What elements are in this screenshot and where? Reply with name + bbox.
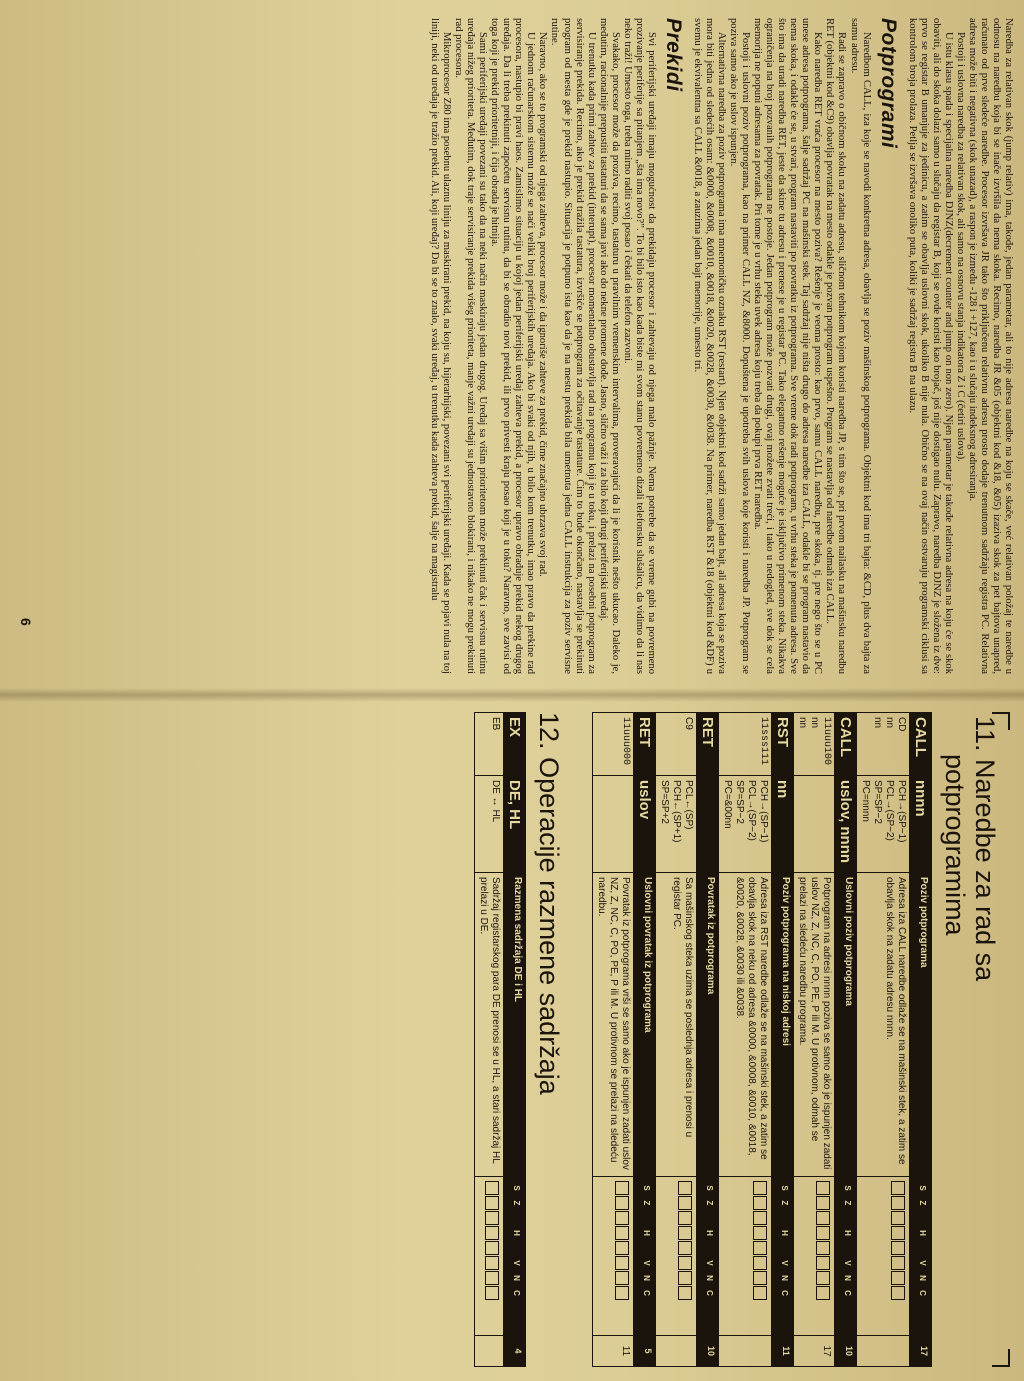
paragraph: Alternativna naredba za poziv potprograma ima mnemoničku oznaku RST (restart). Njen objektni kod sadrži samo jedan bajt, ali adresa koja se poziva mora biti jedna od sledećih osam: &0000, &0008, &0010, &0018, &0020, &0028, &0030, &0038. Na primer, naredba RST &18 (objektni kod &DF) u svemu je ekvivalentna sa CALL &0018, a zauzima jedan bajt memorije, umesto tri. <box>691 18 728 674</box>
flag-value <box>678 1286 692 1300</box>
cycles-conditional <box>857 1336 910 1367</box>
paragraph: Sami periferijski uređaji povezani su tako da na neki način maskiraju jedan drugog. Uređaj sa višim prioritetom može prekinuti čak i servisnu rutinu uređaja nižeg prioriteta. Međutim, dok traje servisiranje prekida višeg prioriteta, manje važni uređaji su jednostavno blokirani, i nikako ne mogu prekinuti rad procesora. <box>453 18 489 674</box>
flag-values-cell <box>794 1177 835 1336</box>
flag-values-cell <box>656 1177 697 1336</box>
flag-value <box>678 1271 692 1285</box>
paragraph: Postoji i uslovna naredba za relativan skok, ali samo na osnovu stanja indikatora Z i C (četiri uslova). <box>954 32 966 462</box>
object-code-cell <box>656 713 697 776</box>
flag-letter <box>777 1211 791 1225</box>
instruction-detail-row <box>857 713 910 1367</box>
flag-letter: S <box>702 1181 716 1195</box>
paragraph: U istu klasu spada i specijalna naredba DJNZ(decrement counter and jump on non zero). Njen parametar je takođe relativna adresa na koju će se skok obaviti, ali do skoka dolazi samo u slučaju da registar B, koji se ovde koristi kao brojač, još nije dostigao nulu. Zapravo, naredba DJNZ je složena iz dve: prvo se registar B umanjuje za jedinicu, a zatim se obavlja uslovni skok, ukoliko B nije nula. Obično se na ovaj način ostvaruju programski ciklusi sa kontrolom broja prolaza. Petlja se izvršava onoliko puta, koliki je sadržaj registra B na ulazu. <box>906 18 954 674</box>
instruction-detail-row <box>593 713 634 1367</box>
cycles-conditional <box>719 1336 772 1367</box>
flag-values <box>485 1181 499 1331</box>
flag-letter <box>509 1241 523 1255</box>
flag-letters <box>777 1181 791 1331</box>
register-effect: PCH←(SP+1) <box>671 780 682 843</box>
flag-value <box>891 1226 905 1240</box>
flag-value <box>615 1211 629 1225</box>
register-effect-cell <box>719 776 772 873</box>
flag-value <box>615 1271 629 1285</box>
instruction-header-row <box>910 713 932 1367</box>
flag-value <box>615 1226 629 1240</box>
register-effect: PCL→(SP−2) <box>746 780 757 841</box>
flag-letter: H <box>509 1226 523 1240</box>
instruction-description: Potprogram na adresi nnnn poziva se samo ako je ispunjen zadati uslov NZ, Z, NC, C, PO, PE, P ili M. U protivnom, odmah se prelazi na sledeću naredbu programa. <box>794 873 835 1177</box>
flag-letter: C <box>509 1286 523 1300</box>
paragraph: Naredbom CALL, iza koje se navodi konkretna adresa, obavlja se poziv mašinskog potprograma. Objektni kod ima tri bajta: &CD, plus dva bajta za samu adresu. <box>848 18 872 674</box>
instruction-name: Uslovni povratak iz potprograma <box>634 873 656 1177</box>
flag-letter: Z <box>840 1196 854 1210</box>
flag-value <box>753 1241 767 1255</box>
register-effect-cell <box>475 776 504 873</box>
flag-letter: N <box>777 1271 791 1285</box>
flag-letter: N <box>915 1271 929 1285</box>
flag-value <box>891 1241 905 1255</box>
flag-letter: H <box>840 1226 854 1240</box>
flag-value <box>678 1211 692 1225</box>
flag-value <box>615 1181 629 1195</box>
paragraph: Mikroprocesor Z80 ima posebnu ulaznu liniju za maskirani prekid, na koju su, hijerarhijski, povezani svi periferijski uređaji. Kada se pojavi nula na toj liniji, neki od uređaja je tražio prekid. Ali, koji uređaj? Da bi se to znalo, svaki uređaj, u trenutku kada zahteva prekid, šalje na magistralu <box>429 18 453 674</box>
flag-values-cell <box>593 1177 634 1336</box>
mnemonic: RET <box>634 713 656 776</box>
flag-values <box>753 1181 767 1331</box>
flag-value <box>816 1226 830 1240</box>
flag-letter: V <box>915 1256 929 1270</box>
flag-value <box>891 1211 905 1225</box>
flag-letter: C <box>702 1286 716 1300</box>
object-code-byte: nn <box>797 717 808 729</box>
mnemonic: CALL <box>910 713 932 776</box>
operand: nnnn <box>910 776 932 873</box>
flag-letter: H <box>915 1226 929 1240</box>
cycles: 5 <box>634 1336 656 1367</box>
corner-mark <box>992 712 1010 730</box>
register-effect-cell <box>656 776 697 873</box>
paragraph: U trenutku kada primi zahtev za prekid (interupt), procesor momentalno obustavlja rad na programu koji je u toku, i prelazi na posebni potprogram za servisiranje prekida. Recimo, ako je prekid tražila tastatura, izvršiće se potprogram za očitavanje tastature. Čim to bude okončano, nastavlja se prekinuti program od mesta gde je prekid nastupio. Situacija je potpuno ista kao da je na mestu prekida bila umetnuta jedna CALL instrukcija za poziv servisne rutine. <box>549 18 597 674</box>
page-number: 6 <box>18 618 34 626</box>
flag-value <box>816 1241 830 1255</box>
instruction-tables-column <box>10 712 1010 1367</box>
flag-value <box>753 1196 767 1210</box>
flag-values <box>615 1181 629 1331</box>
operand: DE, HL <box>504 776 526 873</box>
flag-letter: H <box>702 1226 716 1240</box>
flag-letter <box>840 1241 854 1255</box>
flag-value <box>678 1256 692 1270</box>
flag-letter: N <box>840 1271 854 1285</box>
flag-letter: V <box>702 1256 716 1270</box>
instruction-description: Sadržaj registarskog para DE prenosi se u HL, a stari sadržaj HL prelazi u DE. <box>475 873 504 1177</box>
flag-letter: S <box>777 1181 791 1195</box>
operand: uslov, nnnn <box>835 776 857 873</box>
flag-letter: Z <box>702 1196 716 1210</box>
flag-letter: V <box>639 1256 653 1270</box>
corner-mark <box>992 1349 1010 1367</box>
flag-letter: C <box>840 1286 854 1300</box>
object-code-byte: nn <box>872 717 883 729</box>
instruction-description: Povratak iz potprograma vrši se samo ako je ispunjen zadati uslov NZ, Z, NC, C, PO, PE, P ili M. U protivnom se prelazi na sledeću naredbu. <box>593 873 634 1177</box>
section-heading: Potprogrami <box>876 18 900 149</box>
flag-value <box>891 1286 905 1300</box>
flag-letter: C <box>639 1286 653 1300</box>
binary-code: 11uuu000 <box>620 717 631 766</box>
flag-letter: C <box>777 1286 791 1300</box>
flag-value <box>816 1256 830 1270</box>
flag-letter <box>509 1211 523 1225</box>
flag-value <box>485 1271 499 1285</box>
paragraph: Svi periferijski uređaji imaju mogućnost da prekidaju procesor i zahtevaju od njega malo pažnje. Nema potrebe da se vreme gubi na povremeno prozivanje periferije sa pitanjem „šta ima novo?”. To bi bilo isto kao kada biste mi svom stanu povremeno dizali telefonsku slušalicu, da vidimo da li nas neko traži! Umesto toga, treba mirno raditi svoj posao i čekati da telefon zazvoni. <box>621 18 657 674</box>
flag-value <box>816 1196 830 1210</box>
flag-letter: N <box>702 1271 716 1285</box>
section-12-title: 12. Operacije razmene sadržaja <box>534 712 564 1095</box>
instruction-description: Adresa iza RST naredbe odlaže se na mašinski stek, a zatim se obavlja skok na neku od adresa &0000, &0008, &0010, &0018, &0020, &0028, &0030 ili &0038. <box>719 873 772 1177</box>
instruction-header-row <box>504 713 526 1367</box>
flag-letter: C <box>915 1286 929 1300</box>
mnemonic: EX <box>504 713 526 776</box>
flag-letter <box>639 1241 653 1255</box>
flag-value <box>753 1256 767 1270</box>
flags-cell <box>835 1177 857 1336</box>
flag-value <box>753 1181 767 1195</box>
operand: uslov <box>634 776 656 873</box>
register-effect: SP=SP−2 <box>734 780 745 824</box>
flag-value <box>816 1211 830 1225</box>
flag-letter: V <box>777 1256 791 1270</box>
flag-letter: V <box>840 1256 854 1270</box>
flag-value <box>753 1211 767 1225</box>
flag-value <box>753 1271 767 1285</box>
object-code-byte: C9 <box>683 717 694 730</box>
cycles: 11 <box>772 1336 794 1367</box>
paragraph: Naredba za relativan skok (jump relativ) ima, takođe, jedan parametar, ali to nije adresa naredbe na koju se skače, već relativan položaj te naredbe u odnosu na naredbu koja bi se inače izvršila da nema skoka. Recimo, naredba JR &05 (objektni kod &18, &05) izaziva skok za pet bajtova unapred, računato od prve sledeće naredbe. Procesor izvršava JR tako što priključenu relativnu adresu prosto dodaje trenutnom sadržaju registra PC. Relativna adresa može biti i negativna (skok unazad), a raspon je između -128 i +127, kao i u slučaju indeksnog adresiranja. <box>966 18 1014 674</box>
flag-value <box>753 1226 767 1240</box>
flag-value <box>485 1256 499 1270</box>
section-11-table <box>592 712 932 1367</box>
paragraph: Kako naredba RET vraća procesor na mesto poziva? Rešenje je veoma prosto: kao prvo, samu CALL naredbu, pre skoka, tj. pre nego što se u PC unese adresa potprograma, šalje sadržaj PC na mašinski stek. Taj sadržaj nije ništa drugo do adresa naredbe iza CALL, odakle bi se program nastavio da nema skoka, i odakle će se, u stvari, program nastaviti po povratku iz potprograma. Sve vreme dok radi potprogram, u vrhu steka je pomenuta adresa. Sve što ima da uradi naredba RET, jeste da skine tu adresu i prenese je u registar PC. Tako elegantno rešenje moguće je isključivo primenom steka. Nikakva ograničenja na broj pozvanih potprograma ne postoje. Jedan potprogram može pozvati drugi, ovaj možete zvati treći, i tako u nedogled, sve dok se cela memorija ne popuni adresama za povratak. Pri tome je u vrhu steka uvek adresa koju treba da pokupi prva RET naredba. <box>752 18 824 674</box>
instruction-table <box>592 712 932 1367</box>
section-11-title: 11. Naredbe za rad sa potprogramima <box>940 716 1000 982</box>
flag-value <box>485 1196 499 1210</box>
page-fold <box>0 688 1024 702</box>
flag-values-cell <box>857 1177 910 1336</box>
section-12-header <box>526 712 592 1367</box>
instruction-detail-row <box>719 713 772 1367</box>
flag-value <box>891 1181 905 1195</box>
flag-value <box>891 1256 905 1270</box>
section-11-header <box>932 712 1010 1367</box>
mnemonic: RET <box>697 713 719 776</box>
flag-letters <box>509 1181 523 1331</box>
article-column <box>14 18 1014 674</box>
flag-value <box>891 1271 905 1285</box>
flag-value <box>485 1211 499 1225</box>
flag-value <box>485 1181 499 1195</box>
flag-value <box>678 1196 692 1210</box>
cycles: 10 <box>697 1336 719 1367</box>
binary-code: 11sss111 <box>758 717 769 766</box>
flag-values <box>678 1181 692 1331</box>
object-code-cell <box>857 713 910 776</box>
flag-letter: H <box>639 1226 653 1240</box>
cycles-conditional: 17 <box>794 1336 835 1367</box>
register-effect: PCH→(SP−1) <box>896 780 907 843</box>
instruction-table <box>474 712 526 1367</box>
flag-letter: Z <box>777 1196 791 1210</box>
cycles: 10 <box>835 1336 857 1367</box>
flag-letter: S <box>509 1181 523 1195</box>
flag-letters <box>915 1181 929 1331</box>
cycles-conditional: 11 <box>593 1336 634 1367</box>
register-effect: PC=&00nn <box>722 780 733 829</box>
instruction-header-row <box>835 713 857 1367</box>
instruction-header-row <box>634 713 656 1367</box>
flag-value <box>485 1241 499 1255</box>
register-effect: PCL→(SP−2) <box>884 780 895 841</box>
flag-values <box>816 1181 830 1331</box>
instruction-detail-row <box>794 713 835 1367</box>
flag-letter <box>840 1211 854 1225</box>
flag-value <box>615 1256 629 1270</box>
cycles: 4 <box>504 1336 526 1367</box>
paragraph: Postoji i uslovni poziv potprograma, kao na primer CALL NZ, &8000. Dopuštena je upotreba svih uslova koje koristi i naredba JP. Potprogram se poziva samo ako je uslov ispunjen. <box>728 18 752 674</box>
flag-value <box>485 1286 499 1300</box>
instruction-name: Poziv potprograma na niskoj adresi <box>772 873 794 1177</box>
cycles-conditional <box>475 1336 504 1367</box>
object-code-cell <box>475 713 504 776</box>
flag-letter: S <box>915 1181 929 1195</box>
instruction-description: Adresa iza CALL naredbe odlaže se na mašinski stek, a zatim se obavlja skok na zadatu adresu nnnn. <box>857 873 910 1177</box>
flag-values-cell <box>719 1177 772 1336</box>
flag-letter: N <box>509 1271 523 1285</box>
flag-letter: S <box>840 1181 854 1195</box>
mnemonic: CALL <box>835 713 857 776</box>
instruction-name: Razmena sadržaja DE i HL <box>504 873 526 1177</box>
register-effect: DE ↔ HL <box>490 780 501 823</box>
instruction-name: Povratak iz potprograma <box>697 873 719 1177</box>
flag-letters <box>702 1181 716 1331</box>
flags-cell <box>910 1177 932 1336</box>
register-effect: SP=SP−2 <box>872 780 883 824</box>
register-effect: PCL←(SP) <box>683 780 694 830</box>
flag-letter: Z <box>639 1196 653 1210</box>
flag-letter <box>702 1241 716 1255</box>
flag-letter: Z <box>915 1196 929 1210</box>
flag-value <box>816 1286 830 1300</box>
section-12-table <box>474 712 526 1367</box>
operand: nn <box>772 776 794 873</box>
paragraph: U jednom računarskom sistemu može se naći veliki broj periferijskih uređaja. Ako bi svaki od njih, u bilo kom trenutku, imao pravo da prekine rad procesora, nastupio bi pravi haos. Zamislimo situaciju u kojoj jedan periferijski uređaj zahteva prekid, a procesor upravo obrađuje prekid nekog drugog uređaja. Da li treba prekinuti započetu servisnu rutinu, da bi se obradio novi prekid, ili prvo privesti kraju posao koji je u toku? Naravno, sve zavisi od toga koji je prekid prioritetniji, i čija obrada je hitnija. <box>489 18 537 674</box>
flag-letter <box>777 1241 791 1255</box>
binary-code: 11uuu100 <box>821 717 832 766</box>
flag-value <box>816 1271 830 1285</box>
cycles: 17 <box>910 1336 932 1367</box>
flag-value <box>615 1286 629 1300</box>
flag-letter: H <box>777 1226 791 1240</box>
register-effect-cell <box>593 776 634 873</box>
flag-values <box>891 1181 905 1331</box>
flag-value <box>678 1181 692 1195</box>
flag-letter: V <box>509 1256 523 1270</box>
instruction-name: Poziv potprograma <box>910 873 932 1177</box>
operand <box>697 776 719 873</box>
object-code-byte: nn <box>884 717 895 729</box>
flag-values-cell <box>475 1177 504 1336</box>
flag-value <box>816 1181 830 1195</box>
object-code-cell <box>593 713 634 776</box>
paragraph: Radi se zapravo o običnom skoku na zadatu adresu, sličnom tehnikom kojom koristi naredba JP, s tim što se, pri prvom nailasku na mašinsku naredbu RET (objektni kod &C9) obavlja povratak na mesto odakle je pozvan potprogram uspešno. Program se nastavlja od naredbe odmah iza CALL. <box>824 18 848 674</box>
register-effect: PCH→(SP−1) <box>758 780 769 843</box>
flag-letter <box>915 1241 929 1255</box>
instruction-description: Sa mašinskog steka uzima se poslednja adresa i prenosi u registar PC. <box>656 873 697 1177</box>
flag-value <box>485 1226 499 1240</box>
flag-letter: S <box>639 1181 653 1195</box>
instruction-header-row <box>697 713 719 1367</box>
object-code-cell <box>794 713 835 776</box>
flag-letter <box>702 1211 716 1225</box>
flag-letter: N <box>639 1271 653 1285</box>
flag-letter <box>639 1211 653 1225</box>
register-effect: PC=nnnn <box>860 780 871 822</box>
object-code-cell <box>719 713 772 776</box>
flags-cell <box>697 1177 719 1336</box>
cycles-conditional <box>656 1336 697 1367</box>
flags-cell <box>504 1177 526 1336</box>
section-heading: Prekidi <box>661 18 685 92</box>
paragraph: Naravno, ako se to programski od njega zahteva, procesor može i da ignoriše zahteve za prekid, čime značajno ubrzava svoj rad. <box>537 32 549 577</box>
flag-letter: Z <box>509 1196 523 1210</box>
register-effect-cell <box>857 776 910 873</box>
paragraph: Svakako, procesor može da proziva, recimo, tastaturu u pravilnim vremenskim intervalima, proveravajući da li je korisnik nešto ukucao. Daleko je, međutim, racionalnije prepustiti tastaturi da se sama javi ako do nekne promene dođe. Jasno, slično važi i za bilo koji drugi periferijski uređaj. <box>597 18 621 674</box>
flags-cell <box>634 1177 656 1336</box>
flag-value <box>678 1241 692 1255</box>
mnemonic: RST <box>772 713 794 776</box>
instruction-header-row <box>772 713 794 1367</box>
flag-letters <box>840 1181 854 1331</box>
flag-letters <box>639 1181 653 1331</box>
instruction-detail-row <box>656 713 697 1367</box>
register-effect: SP=SP+2 <box>659 780 670 824</box>
flag-value <box>891 1196 905 1210</box>
object-code-byte: EB <box>490 717 501 731</box>
flag-value <box>678 1226 692 1240</box>
instruction-detail-row <box>475 713 504 1367</box>
instruction-name: Uslovni poziv potprograma <box>835 873 857 1177</box>
flag-letter <box>915 1211 929 1225</box>
object-code-byte: nn <box>809 717 820 729</box>
object-code-byte: CD <box>896 717 907 732</box>
flag-value <box>615 1196 629 1210</box>
flag-value <box>753 1286 767 1300</box>
register-effect-cell <box>794 776 835 873</box>
flag-value <box>615 1241 629 1255</box>
flags-cell <box>772 1177 794 1336</box>
